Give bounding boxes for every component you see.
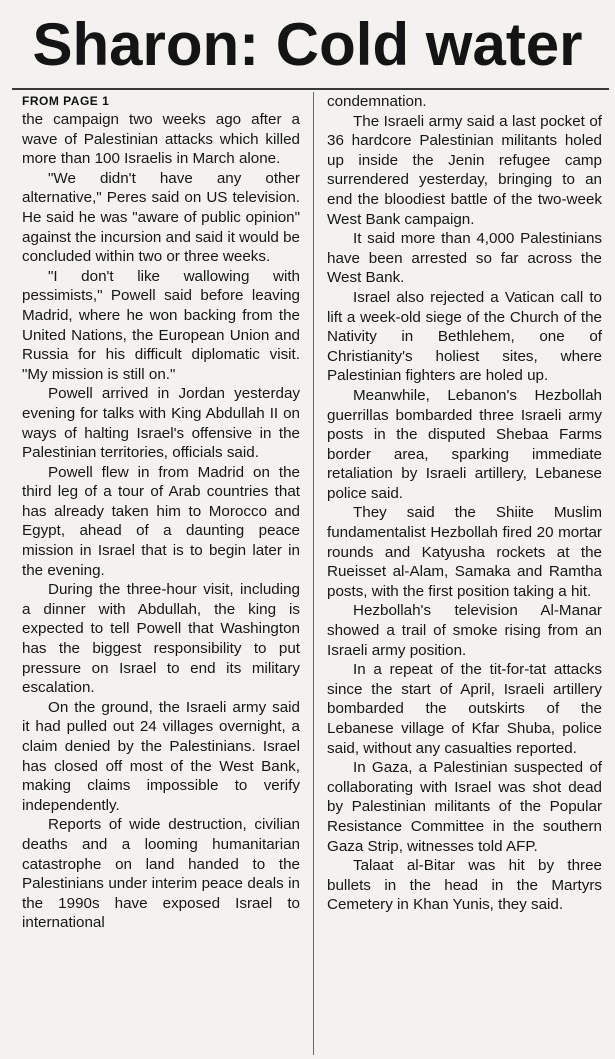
paragraph: Reports of wide destruction, civilian deaths and a looming humanitarian catastrophe on land handed to the Palestinians under interim peace deals in the 1990s have exposed Israel to international [22,816,300,932]
paragraph: Powell arrived in Jordan yesterday evening for talks with King Abdullah II on ways of halting Israel's offensive in the Palestinian territories, officials said. [22,385,300,462]
continued-from-label: FROM PAGE 1 [22,94,110,108]
paragraph: On the ground, the Israeli army said it had pulled out 24 villages overnight, a claim denied by the Palestinians. Israel has closed off most of the West Bank, making claims impossible to verify independently. [22,698,300,814]
paragraph: It said more than 4,000 Palestinians have been arrested so far across the West Bank. [327,230,602,287]
paragraph: condemnation. [327,93,427,110]
headline: Sharon: Cold water [32,11,583,78]
paragraph: Meanwhile, Lebanon's Hezbollah guerrillas bombarded three Israeli army posts in the disputed Shebaa Farms border area, sparking immediate retaliation by Israeli artillery, Lebanese police said. [327,386,602,502]
paragraph: Israel also rejected a Vatican call to lift a week-old siege of the Church of the Nativity in Bethlehem, one of Christianity's holiest sites, where Palestinian fighters are holed up. [327,288,602,385]
right-column [327,92,602,1059]
paragraph: They said the Shiite Muslim fundamentalist Hezbollah fired 20 mortar rounds and Katyusha rockets at the Rueisset al-Alam, Samaka and Ramtha posts, with the first position taking a hit. [327,504,602,600]
paragraph: the campaign two weeks ago after a wave of Palestinian attacks which killed more than 100 Israelis in March alone. [22,111,300,168]
left-column [22,92,300,1059]
paragraph: In Gaza, a Palestinian suspected of collaborating with Israel was shot dead by Palestinian militants of the Popular Resistance Committee in the southern Gaza Strip, witnesses told AFP. [327,759,602,855]
paragraph: During the three-hour visit, including a dinner with Abdullah, the king is expected to tell Powell that Washington has the biggest responsibility to put pressure on Israel to end its military escalation. [22,581,300,697]
paragraph: "We didn't have any other alternative," Peres said on US television. He said he was "aware of public opinion" against the incursion and said it would be concluded within two or three weeks. [22,169,300,266]
paragraph: Hezbollah's television Al-Manar showed a trail of smoke rising from an Israeli army position. [327,602,602,659]
paragraph: Talaat al-Bitar was hit by three bullets in the head in the Martyrs Cemetery in Khan Yunis, they said. [327,857,602,914]
paragraph: Powell flew in from Madrid on the third leg of a tour of Arab countries that has already taken him to Morocco and Egypt, ahead of a daunting peace mission in Israel that is to begin later in the evening. [22,463,300,579]
paragraph: The Israeli army said a last pocket of 36 hardcore Palestinian militants holed up inside the Jenin refugee camp surrendered yesterday, bringing to an end the bloodiest battle of the two-week West Bank campaign. [327,112,602,228]
paragraph: "I don't like wallowing with pessimists," Powell said before leaving Madrid, where he won backing from the United Nations, the European Union and Russia for his difficult diplomatic visit. "My mission is still on." [22,267,300,383]
paragraph: In a repeat of the tit-for-tat attacks since the start of April, Israeli artillery bombarded the outskirts of the Lebanese village of Kfar Shuba, police said, without any casualties reported. [327,661,602,757]
column-divider [313,92,314,1055]
headline-rule [12,88,609,90]
